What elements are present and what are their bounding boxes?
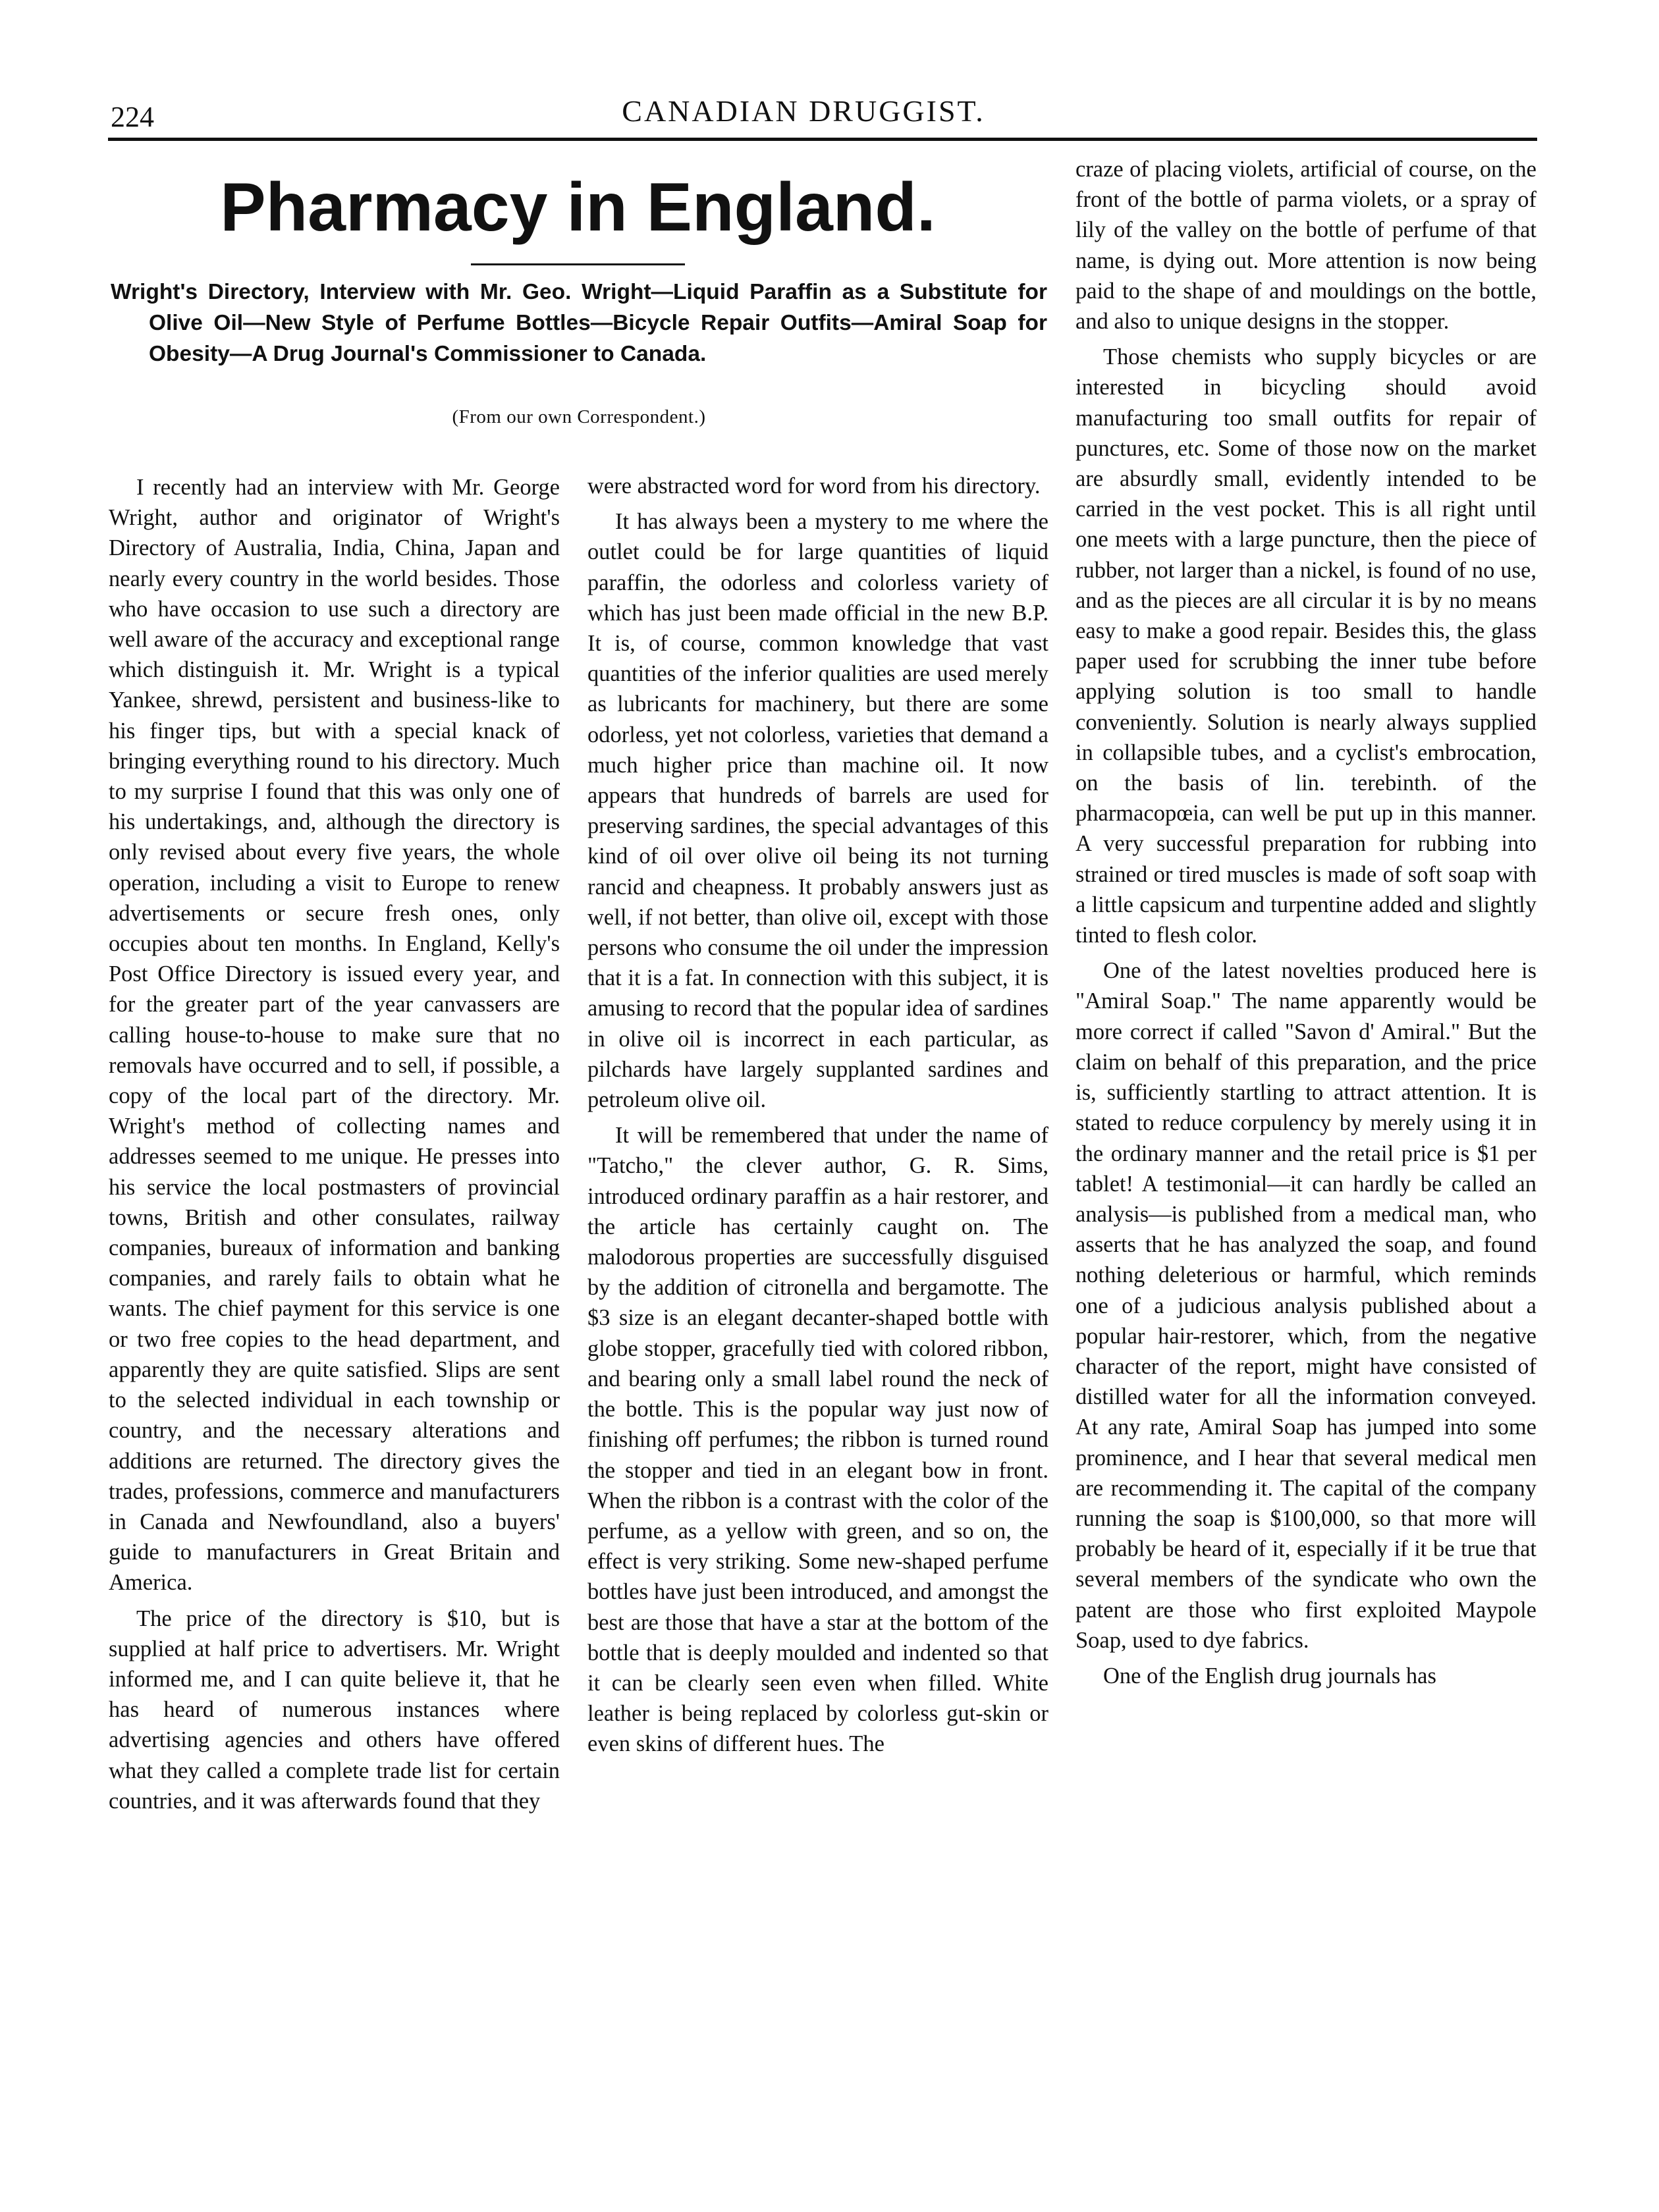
paragraph: The price of the directory is $10, but is supplied at half price to advertisers. Mr. Wright informed me, and I can quite believe it, that he has heard of numerous instances where advertising agencies and others have offered what they called a complete trade list for certain countries, and it was afterwards found that they	[109, 1605, 560, 1814]
page-number: 224	[111, 101, 154, 133]
byline: (From our own Correspondent.)	[452, 406, 706, 427]
running-head: CANADIAN DRUGGIST.	[622, 94, 985, 128]
paragraph: It has always been a mystery to me where the outlet could be for large quantities of liquid paraffin, the odorless and colorless variety of which has just been made official in the new B.P. It is, of course, common knowledge that vast quantities of the inferior qualities are used merely as lubricants for machinery, but there are some odorless, yet not colorless, varieties that demand a much higher price than machine oil. It now appears that hundreds of barrels are used for preserving sardines, the special advantages of this kind of oil over olive oil being its not turning rancid and cheapness. It probably answers just as well, if not better, than olive oil, except with those persons who consume the oil under the impression that it is a fat. In connection with this subject, it is amusing to record that the popular idea of sardines in olive oil is incorrect in each particular, as pilchards have largely supplanted sardines and petroleum olive oil.	[587, 509, 1048, 1113]
text-column-2	[587, 471, 1048, 1760]
paragraph: One of the English drug journals has	[1103, 1663, 1436, 1688]
header-rule	[108, 138, 1537, 141]
paragraph: craze of placing violets, artificial of course, on the front of the bottle of parma violets, or a spray of lily of the valley on the bottle of perfume of that name, is dying out. More attention is now being paid to the shape of and mouldings on the bottle, and also to unique designs in the stopper.	[1075, 157, 1537, 335]
deck-text: Wright's Directory, Interview with Mr. Geo. Wright—Liquid Paraffin as a Substitute for Olive Oil—New Style of Perfume Bottles—Bicycle Repair Outfits—Amiral Soap for Obesity—A Drug Journal's Commissioner to Canada.	[111, 280, 1047, 366]
paragraph: I recently had an interview with Mr. George Wright, author and originator of Wright's Directory of Australia, India, China, Japan and nearly every country in the world besides. Those who have occasion to use such a directory are well aware of the accuracy and exceptional range which distinguish it. Mr. Wright is a typical Yankee, shrewd, persistent and business-like to his finger tips, but with a special knack of bringing everything round to his directory. Much to my surprise I found that this was only one of his undertakings, and, although the directory is only revised about every five years, the whole operation, including a visit to Europe to renew advertisements or secure fresh ones, only occupies about ten months. In England, Kelly's Post Office Directory is issued every year, and for the greater part of the year canvassers are calling house-to-house to make sure that no removals have occurred and to sell, if possible, a copy of the local part of the directory. Mr. Wright's method of collecting names and addresses seemed to me unique. He presses into his service the local postmasters of provincial towns, British and other consulates, railway companies, bureaux of information and banking companies, and rarely fails to obtain what he wants. The chief payment for this service is one or two free copies to the head department, and apparently they are quite satisfied. Slips are sent to the selected individual in each township or country, and the necessary alterations and additions are returned. The directory gives the trades, professions, commerce and manufacturers in Canada and Newfoundland, also a buyers' guide to manufacturers in Great Britain and America.	[109, 475, 560, 1596]
paragraph: Those chemists who supply bicycles or are interested in bicycling should avoid manufacturing too small outfits for repair of punctures, etc. Some of those now on the market are absurdly small, evidently intended to be carried in the vest pocket. This is all right until one meets with a large puncture, then the piece of rubber, not larger than a nickel, is found of no use, and as the pieces are all circular it is by no means easy to make a good repair. Besides this, the glass paper used for scrubbing the inner tube before applying solution is too small to handle conveniently. Solution is nearly always supplied in collapsible tubes, and a cyclist's embrocation, on the basis of lin. terebinth. of the pharmacopœia, can well be put up in this manner. A very successful preparation for rubbing into strained or tired muscles is made of soft soap with a little capsicum and turpentine added and slightly tinted to flesh color.	[1075, 344, 1537, 948]
paragraph: It will be remembered that under the name of "Tatcho," the clever author, G. R. Sims, introduced ordinary paraffin as a hair restorer, and the article has certainly caught on. The malodorous properties are successfully disguised by the addition of citronella and bergamotte. The $3 size is an elegant decanter-shaped bottle with globe stopper, gracefully tied with colored ribbon, and bearing only a small label round the neck of the bottle. This is the popular way just now of finishing off perfumes; the ribbon is turned round the stopper and tied in an elegant bow in front. When the ribbon is a contrast with the color of the perfume, as a yellow with green, and so on, the effect is very striking. Some new-shaped perfume bottles have just been introduced, and amongst the best are those that have a star at the bottom of the bottle that is deeply moulded and indented so that it can be clearly seen even when filled. White leather is being replaced by colorless gut-skin or even skins of different hues. The	[587, 1123, 1048, 1757]
text-column-3	[1075, 154, 1537, 1691]
paragraph: One of the latest novelties produced here is "Amiral Soap." The name apparently would be more correct if called "Savon d' Amiral." But the claim on behalf of this preparation, and the price is, sufficiently startling to attract attention. It is stated to reduce corpulency by merely using it in the ordinary manner and the retail price is $1 per tablet! A testimonial—it can hardly be called an analysis—is published from a medical man, who asserts that he has analyzed the soap, and found nothing deleterious or harmful, which reminds one of a judicious analysis published about a popular hair-restorer, which, from the negative character of the report, might have consisted of distilled water for all the information conveyed. At any rate, Amiral Soap has jumped into some prominence, and I hear that several medical men are recommending it. The capital of the company running the soap is $100,000, so that more will probably be heard of it, especially if it be true that several members of the syndicate who own the patent are those who first exploited Maypole Soap, used to dye fabrics.	[1075, 958, 1537, 1653]
paragraph: were abstracted word for word from his directory.	[587, 473, 1041, 499]
article-deck	[111, 277, 1047, 369]
text-column-1	[109, 472, 560, 1816]
article-title: Pharmacy in England.	[220, 169, 936, 246]
title-rule	[471, 263, 685, 265]
